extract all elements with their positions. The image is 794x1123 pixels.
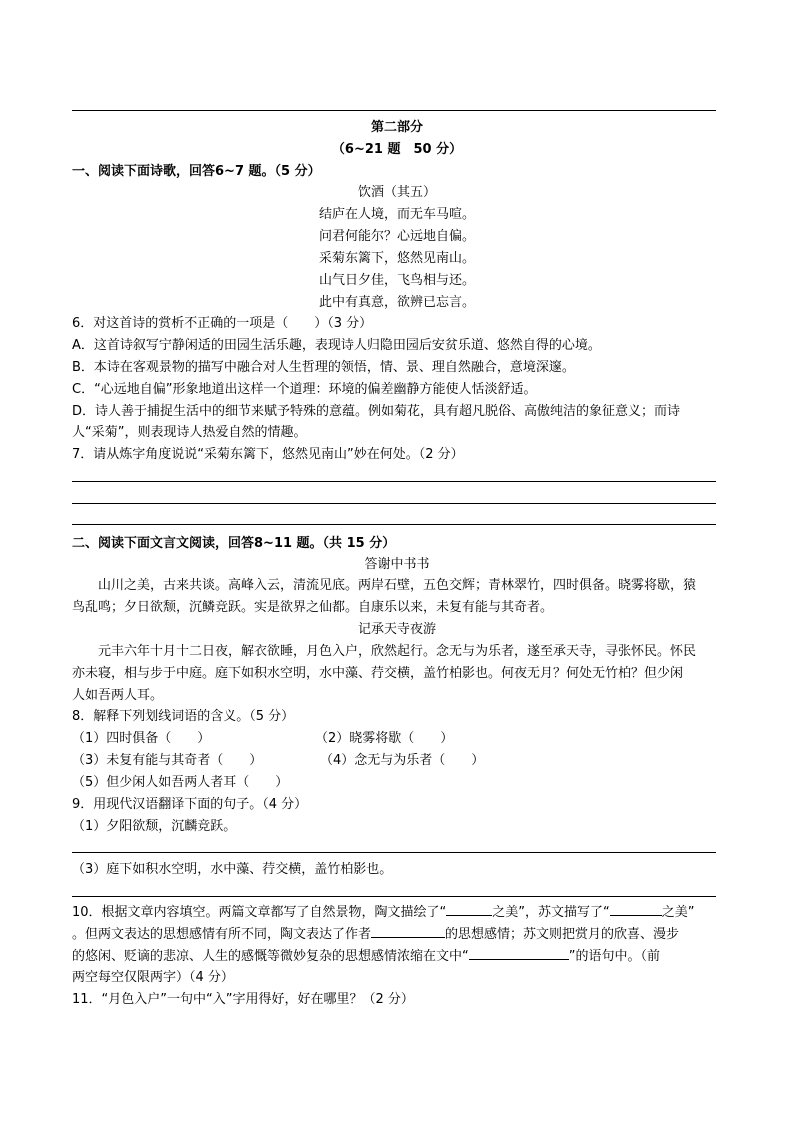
question-8-item: （4）念无与为乐者（ ） bbox=[320, 753, 485, 768]
question-9: 9．用现代汉语翻译下面的句子。（4 分） bbox=[72, 797, 308, 812]
section2-heading: 二、阅读下面文言文阅读，回答8~11 题。（共 15 分） bbox=[72, 536, 396, 551]
text2-title: 记承天寺夜游 bbox=[357, 622, 436, 637]
option-b: B．本诗在客观景物的描写中融合对人生哲理的领悟，情、景、理自然融合，意境深邃。 bbox=[72, 360, 575, 375]
question-10-line1: 10．根据文章内容填空。两篇文章都写了自然景物，陶文描绘了“ 之美”，苏文描写了“ 之美” bbox=[72, 902, 695, 923]
text2-line: 人如吾两人耳。 bbox=[72, 688, 164, 703]
text1-title: 答谢中书书 bbox=[364, 557, 430, 572]
question-6: 6．对这首诗的赏析不正确的一项是（ ）（3 分） bbox=[72, 316, 373, 331]
answer-line bbox=[72, 481, 716, 482]
part-title: 第二部分 bbox=[370, 120, 423, 135]
question-9-item: （1）夕阳欲颓，沉麟竞跃。 bbox=[72, 819, 237, 834]
option-d-line1: D．诗人善于捕捉生活中的细节来赋予特殊的意蕴。例如菊花，具有超凡脱俗、高傲纯洁的象征意义；而诗 bbox=[72, 404, 681, 419]
blank-1[interactable] bbox=[446, 902, 492, 916]
question-8-item: （5）但少闲人如吾两人者耳（ ） bbox=[72, 775, 289, 790]
blank-3[interactable] bbox=[371, 924, 445, 938]
poem-title: 饮酒（其五） bbox=[357, 185, 436, 200]
poem-line: 此中有真意，欲辨已忘言。 bbox=[318, 295, 475, 310]
answer-line bbox=[72, 896, 716, 897]
question-8-item: （3）未复有能与其奇者（ ） bbox=[72, 753, 263, 768]
blank-2[interactable] bbox=[610, 902, 662, 916]
blank-4[interactable] bbox=[469, 946, 569, 960]
option-d-line2: 人“采菊”，则表现诗人热爱自然的情趣。 bbox=[72, 425, 307, 440]
text2-line: 元丰六年十月十二日夜，解衣欲睡，月色入户，欣然起行。念无与为乐者，遂至承天寺，寻张怀民。怀民 bbox=[72, 644, 697, 659]
answer-line bbox=[72, 503, 716, 504]
question-8: 8．解释下列划线词语的含义。（5 分） bbox=[72, 709, 295, 724]
question-10-line4: 两空每空仅限两字）（4 分） bbox=[72, 970, 234, 985]
part-subtitle: （6~21 题 50 分） bbox=[331, 142, 463, 157]
top-rule bbox=[72, 110, 716, 111]
poem-line: 结庐在人境，而无车马喧。 bbox=[318, 207, 475, 222]
answer-line bbox=[72, 524, 716, 525]
option-a: A．这首诗叙写宁静闲适的田园生活乐趣，表现诗人归隐田园后安贫乐道、悠然自得的心境。 bbox=[72, 338, 601, 353]
poem-line: 山气日夕佳，飞鸟相与还。 bbox=[318, 273, 475, 288]
poem-line: 问君何能尔？心远地自偏。 bbox=[318, 229, 475, 244]
poem-line: 采菊东篱下，悠然见南山。 bbox=[318, 251, 475, 266]
text1-line: 鸟乱鸣；夕日欲颓，沉鳞竞跃。实是欲界之仙都。自康乐以来，未复有能与其奇者。 bbox=[72, 600, 554, 615]
question-8-item: （2）晓雾将歇（ ） bbox=[315, 731, 454, 746]
text2-line: 亦未寝，相与步于中庭。庭下如积水空明，水中藻、荇交横，盖竹柏影也。何夜无月？何处无竹柏？但少闲 bbox=[72, 666, 684, 681]
question-9-item: （3）庭下如积水空明，水中藻、荇交横，盖竹柏影也。 bbox=[72, 862, 393, 877]
question-8-item: （1）四时俱备（ ） bbox=[72, 731, 211, 746]
question-10-line3: 的悠闲、贬谪的悲凉、人生的感慨等微妙复杂的思想感情浓缩在文中“ ”的语句中。（前 bbox=[72, 946, 660, 967]
question-11: 11．“月色入户”一句中“入”字用得好，好在哪里？（2 分） bbox=[72, 992, 414, 1007]
question-10-line2: 。但两文表达的思想感情有所不同，陶文表达了作者 的思想感情；苏文则把赏月的欣喜、漫步 bbox=[72, 924, 679, 945]
text1-line: 山川之美，古来共谈。高峰入云，清流见底。两岸石壁，五色交辉；青林翠竹，四时俱备。晓雾将歇，猿 bbox=[72, 578, 697, 593]
question-7: 7．请从炼字角度说说“采菊东篱下，悠然见南山”妙在何处。（2 分） bbox=[72, 447, 464, 462]
option-c: C．“心远地自偏”形象地道出这样一个道理：环境的偏差幽静方能使人恬淡舒适。 bbox=[72, 382, 537, 397]
section1-heading: 一、阅读下面诗歌，回答6~7 题。（5 分） bbox=[72, 164, 321, 179]
answer-line bbox=[72, 852, 716, 853]
